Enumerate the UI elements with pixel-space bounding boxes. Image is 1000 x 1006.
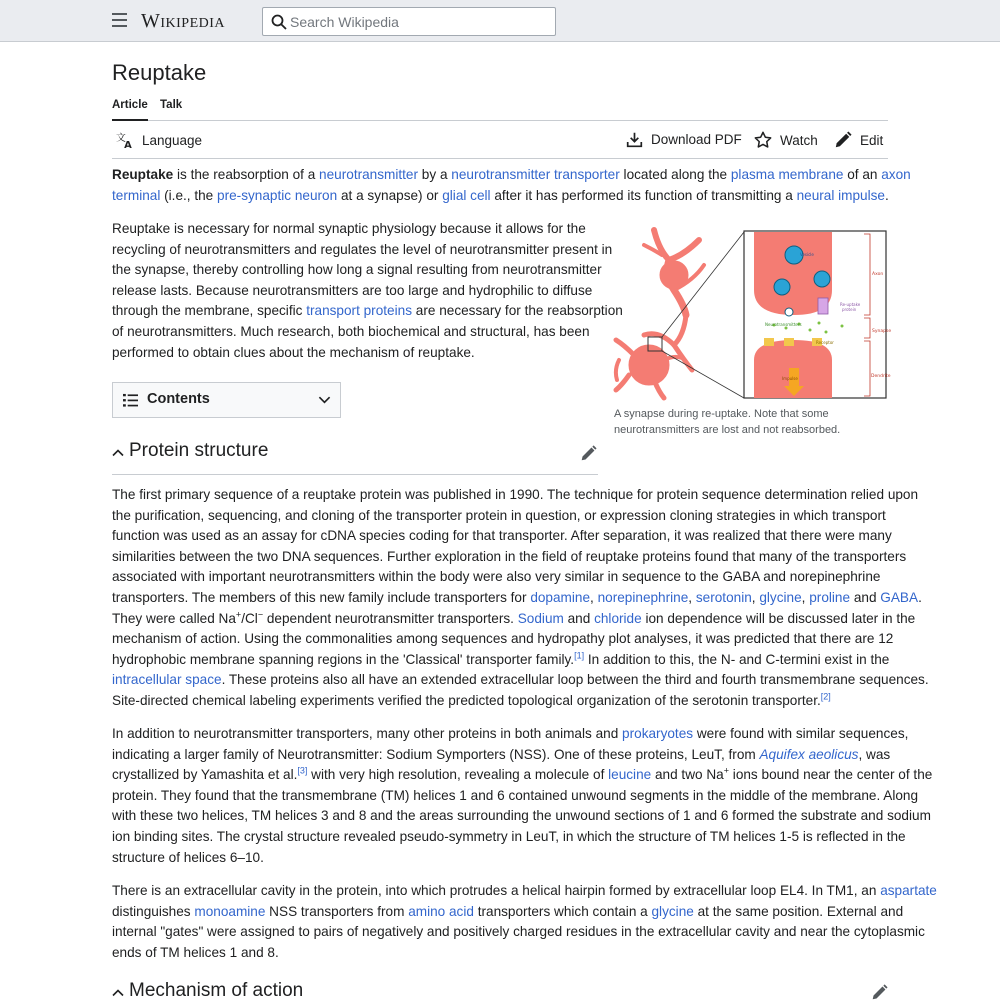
text-run: are necessary for the reabsorption — [412, 303, 623, 319]
edit-section-pencil-icon[interactable] — [580, 445, 597, 462]
article-link[interactable]: norepinephrine — [597, 589, 689, 605]
text-run: Site-directed chemical labeling experiments verified the predicted topological organization of the serotonin transporter. — [112, 692, 821, 708]
neurotransmitters-label: Neurotransmitters — [765, 322, 802, 327]
download-icon — [626, 131, 643, 148]
article-link[interactable]: glycine — [759, 589, 802, 605]
article-link[interactable]: axon — [881, 167, 911, 182]
text-line — [112, 609, 916, 630]
list-icon — [123, 393, 138, 408]
article-link[interactable]: transport proteins — [306, 303, 412, 319]
text-line — [112, 765, 933, 786]
wikipedia-logo[interactable]: Wikipedia — [141, 10, 226, 32]
reuptake-label: Re-uptake — [840, 302, 861, 307]
receptor-label: Receptor — [816, 340, 834, 345]
text-run: similarities between the two DNA sequences. Further exploration in the field of reuptake proteins found that many of the transporters — [112, 548, 907, 564]
text-run: associated with important neurotransmitters within the body were also very similar in sequence to the GABA and norepinephrine — [112, 569, 881, 585]
citation-link[interactable]: [3] — [297, 765, 308, 776]
text-line — [112, 806, 931, 827]
text-run: the purification, sequencing, and cloning of the transporter protein in question, or expression cloning strategies in which transport — [112, 507, 886, 523]
dendrite-label: Dendrite — [871, 374, 891, 379]
text-run: and — [850, 589, 881, 605]
text-line — [112, 506, 892, 527]
text-run: at a synapse) or — [337, 187, 443, 203]
text-run: ion dependence will be discussed later in the — [641, 610, 916, 626]
text-run: and — [563, 610, 595, 626]
text-run: internal "gates" were assigned to pairs of negatively and positively charged residues in the extracellular cavity and near the cytoplasmic — [112, 924, 925, 940]
text-run: There is an extracellular cavity in the protein, into which protrudes a helical hairpin formed by extracellular loop EL4. In TM1, an — [112, 883, 881, 898]
article-link[interactable]: neurotransmitter transporter — [451, 167, 620, 182]
article-link[interactable]: plasma membrane — [730, 167, 844, 182]
text-run: with these two helices, TM helices 3 and 8 and the areas surrounding the unwound sections of 1 and 6 formed the substrate and sodium — [112, 808, 931, 824]
protein-structure-paragraph-1 — [112, 485, 929, 712]
text-run: ions bound near the center of the — [729, 767, 933, 783]
text-line — [112, 240, 613, 261]
language-button[interactable] — [116, 131, 203, 152]
article-link[interactable]: proline — [809, 589, 851, 605]
text-run: , — [590, 589, 598, 605]
chevron-down-icon — [318, 395, 331, 405]
article-link[interactable]: terminal — [112, 187, 161, 203]
section-title: Mechanism of action — [129, 980, 304, 1001]
article-link[interactable]: amino acid — [408, 903, 474, 919]
tab-article[interactable]: Article — [112, 98, 148, 121]
article-link[interactable]: leucine — [608, 767, 652, 783]
section-title: Protein structure — [129, 440, 269, 461]
text-run: /Cl — [241, 610, 258, 626]
bold-term: Reuptake — [112, 167, 174, 182]
text-run: , — [801, 589, 810, 605]
article-link[interactable]: monoamine — [194, 903, 266, 919]
text-run: The first primary sequence of a reuptake protein was published in 1990. The technique for protein sequence determination relied upon — [112, 487, 919, 502]
text-line — [112, 902, 904, 923]
article-link[interactable]: chloride — [594, 610, 642, 626]
search-box[interactable] — [262, 7, 556, 36]
text-run: distinguishes — [112, 903, 195, 919]
text-line — [112, 588, 922, 609]
text-line — [112, 547, 907, 568]
text-run: is the reabsorption of a — [173, 167, 320, 182]
page-title: Reuptake — [112, 60, 207, 85]
search-input[interactable] — [290, 11, 545, 32]
text-run: after it has performed its function of transmitting a — [490, 187, 797, 203]
synapse-diagram-image — [614, 220, 892, 400]
text-line — [112, 922, 925, 943]
text-run: hydrophobic membrane spanning regions in the 'Classical' transporter family. — [112, 651, 575, 667]
text-line — [112, 943, 892, 964]
text-line — [112, 219, 604, 240]
section-heading-protein-structure — [112, 440, 602, 466]
text-run: In addition to this, the N- and C-termini exist in the — [584, 651, 890, 667]
article-link[interactable]: GABA — [880, 589, 919, 605]
text-run: of an — [843, 167, 882, 182]
contents-label: Contents — [147, 391, 210, 407]
text-run: by a — [418, 167, 452, 182]
svg-text:A: A — [124, 140, 132, 152]
article-link[interactable]: intracellular space — [112, 672, 222, 688]
text-run: indicating a larger family of Neurotransmitter: Sodium Symporters (NSS). One of these proteins, LeuT, from — [112, 746, 760, 762]
text-run: ion binding sites. The crystal structure revealed pseudo-symmetry in LeuT, in which the structure of TM helices 1-5 is reflected in the — [112, 828, 906, 844]
article-link[interactable]: glial cell — [442, 187, 491, 203]
caption-line: A synapse during re-uptake. Note that some — [614, 408, 829, 420]
text-run: . — [918, 589, 922, 605]
text-run: mechanism of action. Using the commonalities among sequences and hydropathy plot analyses, it was predicted that there are 12 — [112, 631, 894, 647]
download-pdf-button[interactable] — [626, 131, 742, 148]
text-line — [112, 260, 604, 281]
text-run: structure of helices 6–10. — [112, 849, 264, 865]
text-run: , was — [858, 746, 891, 762]
site-header — [0, 0, 1000, 42]
text-run: at the same position. External and — [693, 903, 904, 919]
namespace-tabs — [112, 98, 888, 121]
svg-text:文: 文 — [116, 132, 126, 144]
text-line — [112, 485, 919, 506]
text-line — [112, 281, 604, 302]
text-run: transporters which contain a — [473, 903, 652, 919]
article-link[interactable]: Aquifex aeolicus — [759, 746, 859, 762]
text-line — [112, 165, 911, 186]
text-run: . — [884, 187, 889, 203]
text-line — [112, 848, 892, 869]
vesicle-label: Vesicle — [800, 252, 814, 257]
synapse-label: Synapse — [872, 329, 892, 334]
text-line — [112, 650, 892, 671]
search-icon — [271, 14, 287, 30]
caption-line: neurotransmitters are lost and not reabsorbed. — [614, 424, 841, 436]
edit-button[interactable] — [834, 131, 883, 149]
text-run: and two Na — [651, 767, 724, 783]
text-line — [112, 691, 892, 712]
edit-section-pencil-icon[interactable] — [871, 984, 888, 1001]
figure-caption — [614, 406, 886, 438]
protein-label: protein — [842, 307, 857, 312]
text-run: the synapse, thereby controlling how long a signal resulting from neurotransmitter — [112, 262, 602, 278]
impulse-label: Impulse — [782, 376, 798, 381]
text-run: protein. They found that the transmembrane (TM) helices 1 and 6 contained unwound segments in the middle of the membrane. Along — [112, 787, 919, 803]
text-line — [112, 186, 888, 207]
text-run: through the membrane, specific — [112, 303, 307, 319]
text-run: , — [688, 589, 696, 605]
chevron-up-icon[interactable] — [112, 988, 124, 997]
text-run: Reuptake is necessary for normal synaptic physiology because it allows for the — [112, 221, 586, 236]
text-run: recycling of neurotransmitters and regulates the level of neurotransmitter present in — [112, 241, 613, 257]
synapse-figure[interactable] — [614, 220, 892, 400]
text-run: with very high resolution, revealing a molecule of — [307, 767, 609, 783]
text-run: dependent neurotransmitter transporters. — [263, 610, 518, 626]
text-run: transporters. The members of this new family include transporters for — [112, 589, 531, 605]
text-run: In addition to neurotransmitter transporters, many other proteins in both animals and — [112, 726, 623, 741]
tab-talk[interactable]: Talk — [160, 99, 183, 111]
article-link[interactable]: pre-synaptic neuron — [217, 187, 338, 203]
star-icon — [754, 131, 772, 149]
text-line — [112, 526, 892, 547]
text-run: + — [723, 765, 730, 776]
download-pdf-label: Download PDF — [651, 132, 742, 147]
citation-link[interactable]: [1] — [574, 650, 585, 661]
text-line — [112, 567, 892, 588]
text-run: − — [257, 609, 264, 620]
text-run: were found with similar sequences, — [693, 726, 909, 741]
language-icon — [116, 131, 134, 152]
section-divider — [112, 474, 598, 475]
main-menu-icon[interactable] — [112, 13, 127, 27]
article-link[interactable]: neural impulse — [796, 187, 885, 203]
text-line — [112, 881, 937, 902]
text-run: located along the — [619, 167, 731, 182]
pencil-icon — [834, 131, 852, 149]
text-run: of neurotransmitters. Much research, both biochemical and structural, has been — [112, 323, 590, 339]
text-line — [112, 745, 892, 766]
section-heading-mechanism-of-action — [112, 980, 512, 1006]
text-line — [112, 786, 919, 807]
text-run: release lasts. Because neurotransmitters are too large and hydrophilic to diffuse — [112, 282, 593, 298]
text-line — [112, 301, 623, 322]
text-line — [112, 322, 604, 343]
intro-paragraph — [112, 165, 911, 206]
text-line — [112, 343, 604, 364]
text-run: function was used as an assay for cDNA species coding for that transporter. After separation, it was realized that there were many — [112, 528, 892, 544]
text-line — [112, 629, 892, 650]
article-link[interactable]: glycine — [651, 903, 694, 919]
watch-label: Watch — [780, 132, 818, 148]
page-toolbar — [112, 121, 888, 159]
text-run: ends of TM helices 1 and 8. — [112, 944, 279, 960]
text-run: They were called Na — [112, 610, 236, 626]
citation-link[interactable]: [2] — [820, 691, 831, 702]
article-link[interactable]: dopamine — [530, 589, 591, 605]
article-link[interactable]: aspartate — [880, 883, 937, 898]
text-line — [112, 827, 906, 848]
reuptake-purpose-paragraph — [112, 219, 623, 363]
chevron-up-icon[interactable] — [112, 448, 124, 457]
language-label: Language — [142, 132, 203, 148]
article-link[interactable]: serotonin — [695, 589, 752, 605]
text-line — [112, 670, 929, 691]
edit-label: Edit — [860, 132, 884, 148]
text-run: performed to obtain clues about the mechanism of reuptake. — [112, 344, 475, 360]
protein-structure-paragraph-2 — [112, 724, 933, 868]
text-run: (i.e., the — [160, 187, 218, 203]
article-link[interactable]: prokaryotes — [622, 726, 694, 741]
text-run: + — [235, 609, 242, 620]
text-run: crystallized by Yamashita et al. — [112, 767, 298, 783]
protein-structure-paragraph-3 — [112, 881, 937, 963]
article-link[interactable]: neurotransmitter — [319, 167, 419, 182]
axon-label: Axon — [872, 272, 884, 277]
text-line — [112, 724, 909, 745]
article-link[interactable]: Sodium — [517, 610, 564, 626]
text-run: NSS transporters from — [265, 903, 409, 919]
text-run: , — [751, 589, 760, 605]
contents-toggle[interactable] — [112, 382, 341, 418]
watch-button[interactable] — [754, 131, 818, 149]
text-run: . These proteins also all have an extended extracellular loop between the third and fourth transmembrane sequences. — [221, 672, 929, 688]
